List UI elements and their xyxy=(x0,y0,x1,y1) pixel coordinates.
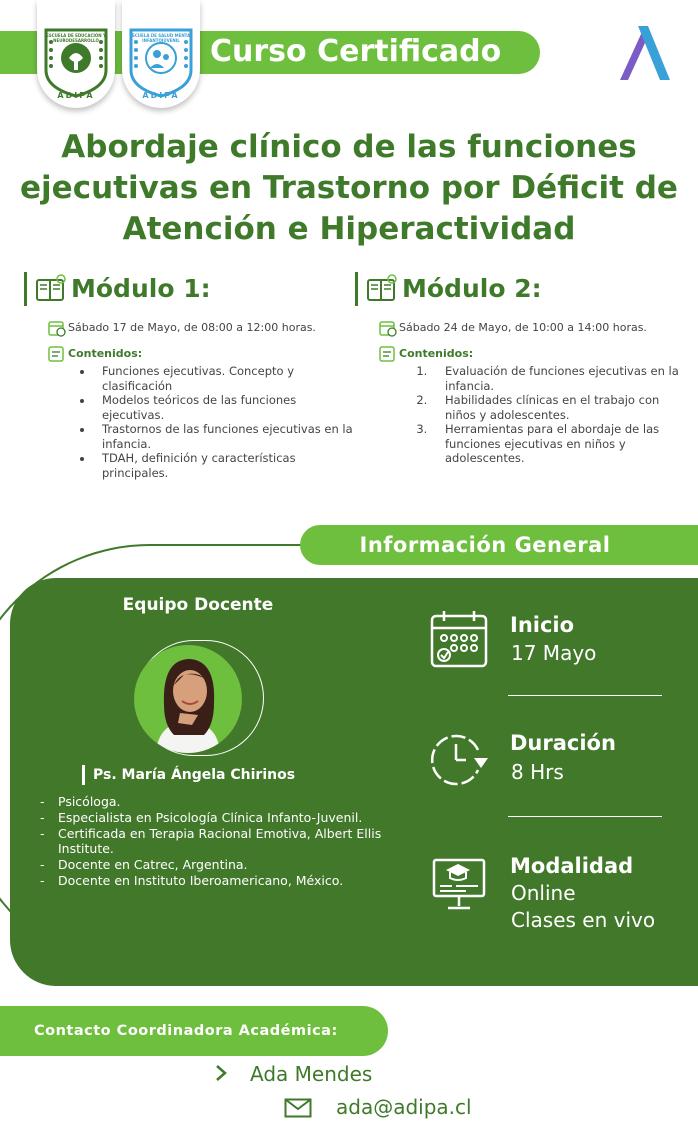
decorative-outline-line xyxy=(176,544,306,546)
calendar-clock-icon xyxy=(48,319,66,342)
list-item: • TDAH, definición y características principales. xyxy=(94,451,354,480)
mail-icon xyxy=(284,1098,312,1122)
divider xyxy=(508,695,662,696)
teacher-name: Ps. María Ángela Chirinos xyxy=(82,765,295,785)
info-start xyxy=(428,608,688,672)
list-item: 1. Evaluación de funciones ejecutivas en la infancia. xyxy=(431,364,685,393)
list-item: • Modelos teóricos de las funciones ejecutivas. xyxy=(94,393,354,422)
module-title: Módulo 2: xyxy=(402,274,542,303)
start-value: 17 Mayo xyxy=(511,641,597,665)
clock-icon xyxy=(428,728,492,794)
badge-education-brand: ADIPA xyxy=(57,91,95,100)
list-item: - Docente en Instituto Iberoamericano, México. xyxy=(40,873,400,889)
start-label: Inicio xyxy=(510,613,575,637)
list-item: • Trastornos de las funciones ejecutivas en la infancia. xyxy=(94,422,354,451)
list-item: - Psicóloga. xyxy=(40,794,400,810)
mode-value-live: Clases en vivo xyxy=(511,908,656,932)
online-class-icon xyxy=(428,852,490,918)
list-item: 3. Herramientas para el abordaje de las funciones ejecutivas en niños y adolescentes. xyxy=(431,422,685,466)
list-item: - Docente en Catrec, Argentina. xyxy=(40,857,400,873)
module-1 xyxy=(24,272,354,480)
calendar-icon xyxy=(428,608,490,674)
document-icon xyxy=(379,346,397,369)
module-date: Sábado 24 de Mayo, de 10:00 a 14:00 horas. xyxy=(399,321,647,334)
document-icon xyxy=(48,346,66,369)
info-section-title: Información General xyxy=(359,533,611,557)
contents-label: Contenidos: xyxy=(399,347,474,360)
badge-mental-health-brand: ADIPA xyxy=(142,91,180,100)
book-icon xyxy=(366,274,398,308)
divider xyxy=(508,816,662,817)
badge-mental-health-text: ESCUELA DE SALUD MENTAL INFANTOJUVENIL xyxy=(129,33,193,43)
module-2-contents-list xyxy=(355,364,685,466)
module-2 xyxy=(355,272,685,466)
list-item: • Funciones ejecutivas. Concepto y clasificación xyxy=(94,364,354,393)
mode-value-online: Online xyxy=(511,881,576,905)
calendar-clock-icon xyxy=(379,319,397,342)
teacher-photo xyxy=(134,645,242,753)
list-item: - Certificada en Terapia Racional Emotiva, Albert Ellis Institute. xyxy=(40,826,400,858)
teacher-portrait-icon xyxy=(134,645,242,753)
duration-value: 8 Hrs xyxy=(511,760,564,784)
module-title: Módulo 1: xyxy=(71,274,211,303)
module-date: Sábado 17 de Mayo, de 08:00 a 12:00 horas. xyxy=(68,321,316,334)
adipa-logo-icon xyxy=(616,22,672,88)
info-duration xyxy=(428,728,688,792)
teacher-cv-list xyxy=(40,794,400,889)
list-item: 2. Habilidades clínicas en el trabajo con niños y adolescentes. xyxy=(431,393,685,422)
list-item: - Especialista en Psicología Clínica Infanto-Juvenil. xyxy=(40,810,400,826)
badge-mental-health xyxy=(122,0,200,108)
book-icon xyxy=(35,274,67,308)
mode-label: Modalidad xyxy=(510,854,634,878)
module-1-contents-list xyxy=(24,364,354,480)
team-title: Equipo Docente xyxy=(122,595,274,615)
duration-label: Duración xyxy=(510,731,616,755)
info-mode xyxy=(428,852,688,936)
certificate-title: Curso Certificado xyxy=(210,34,502,69)
course-title: Abordaje clínico de las funciones ejecutivas en Trastorno por Déficit de Atención e Hiperactividad xyxy=(20,129,678,247)
contact-name: Ada Mendes xyxy=(250,1062,373,1086)
contact-email-link[interactable]: ada@adipa.cl xyxy=(336,1095,472,1119)
badge-education xyxy=(37,0,115,108)
chevron-right-icon xyxy=(214,1064,228,1086)
contact-title: Contacto Coordinadora Académica: xyxy=(34,1023,338,1039)
badge-education-text: ESCUELA DE EDUCACIÓN Y NEURODESARROLLO xyxy=(46,33,106,43)
contents-label: Contenidos: xyxy=(68,347,143,360)
